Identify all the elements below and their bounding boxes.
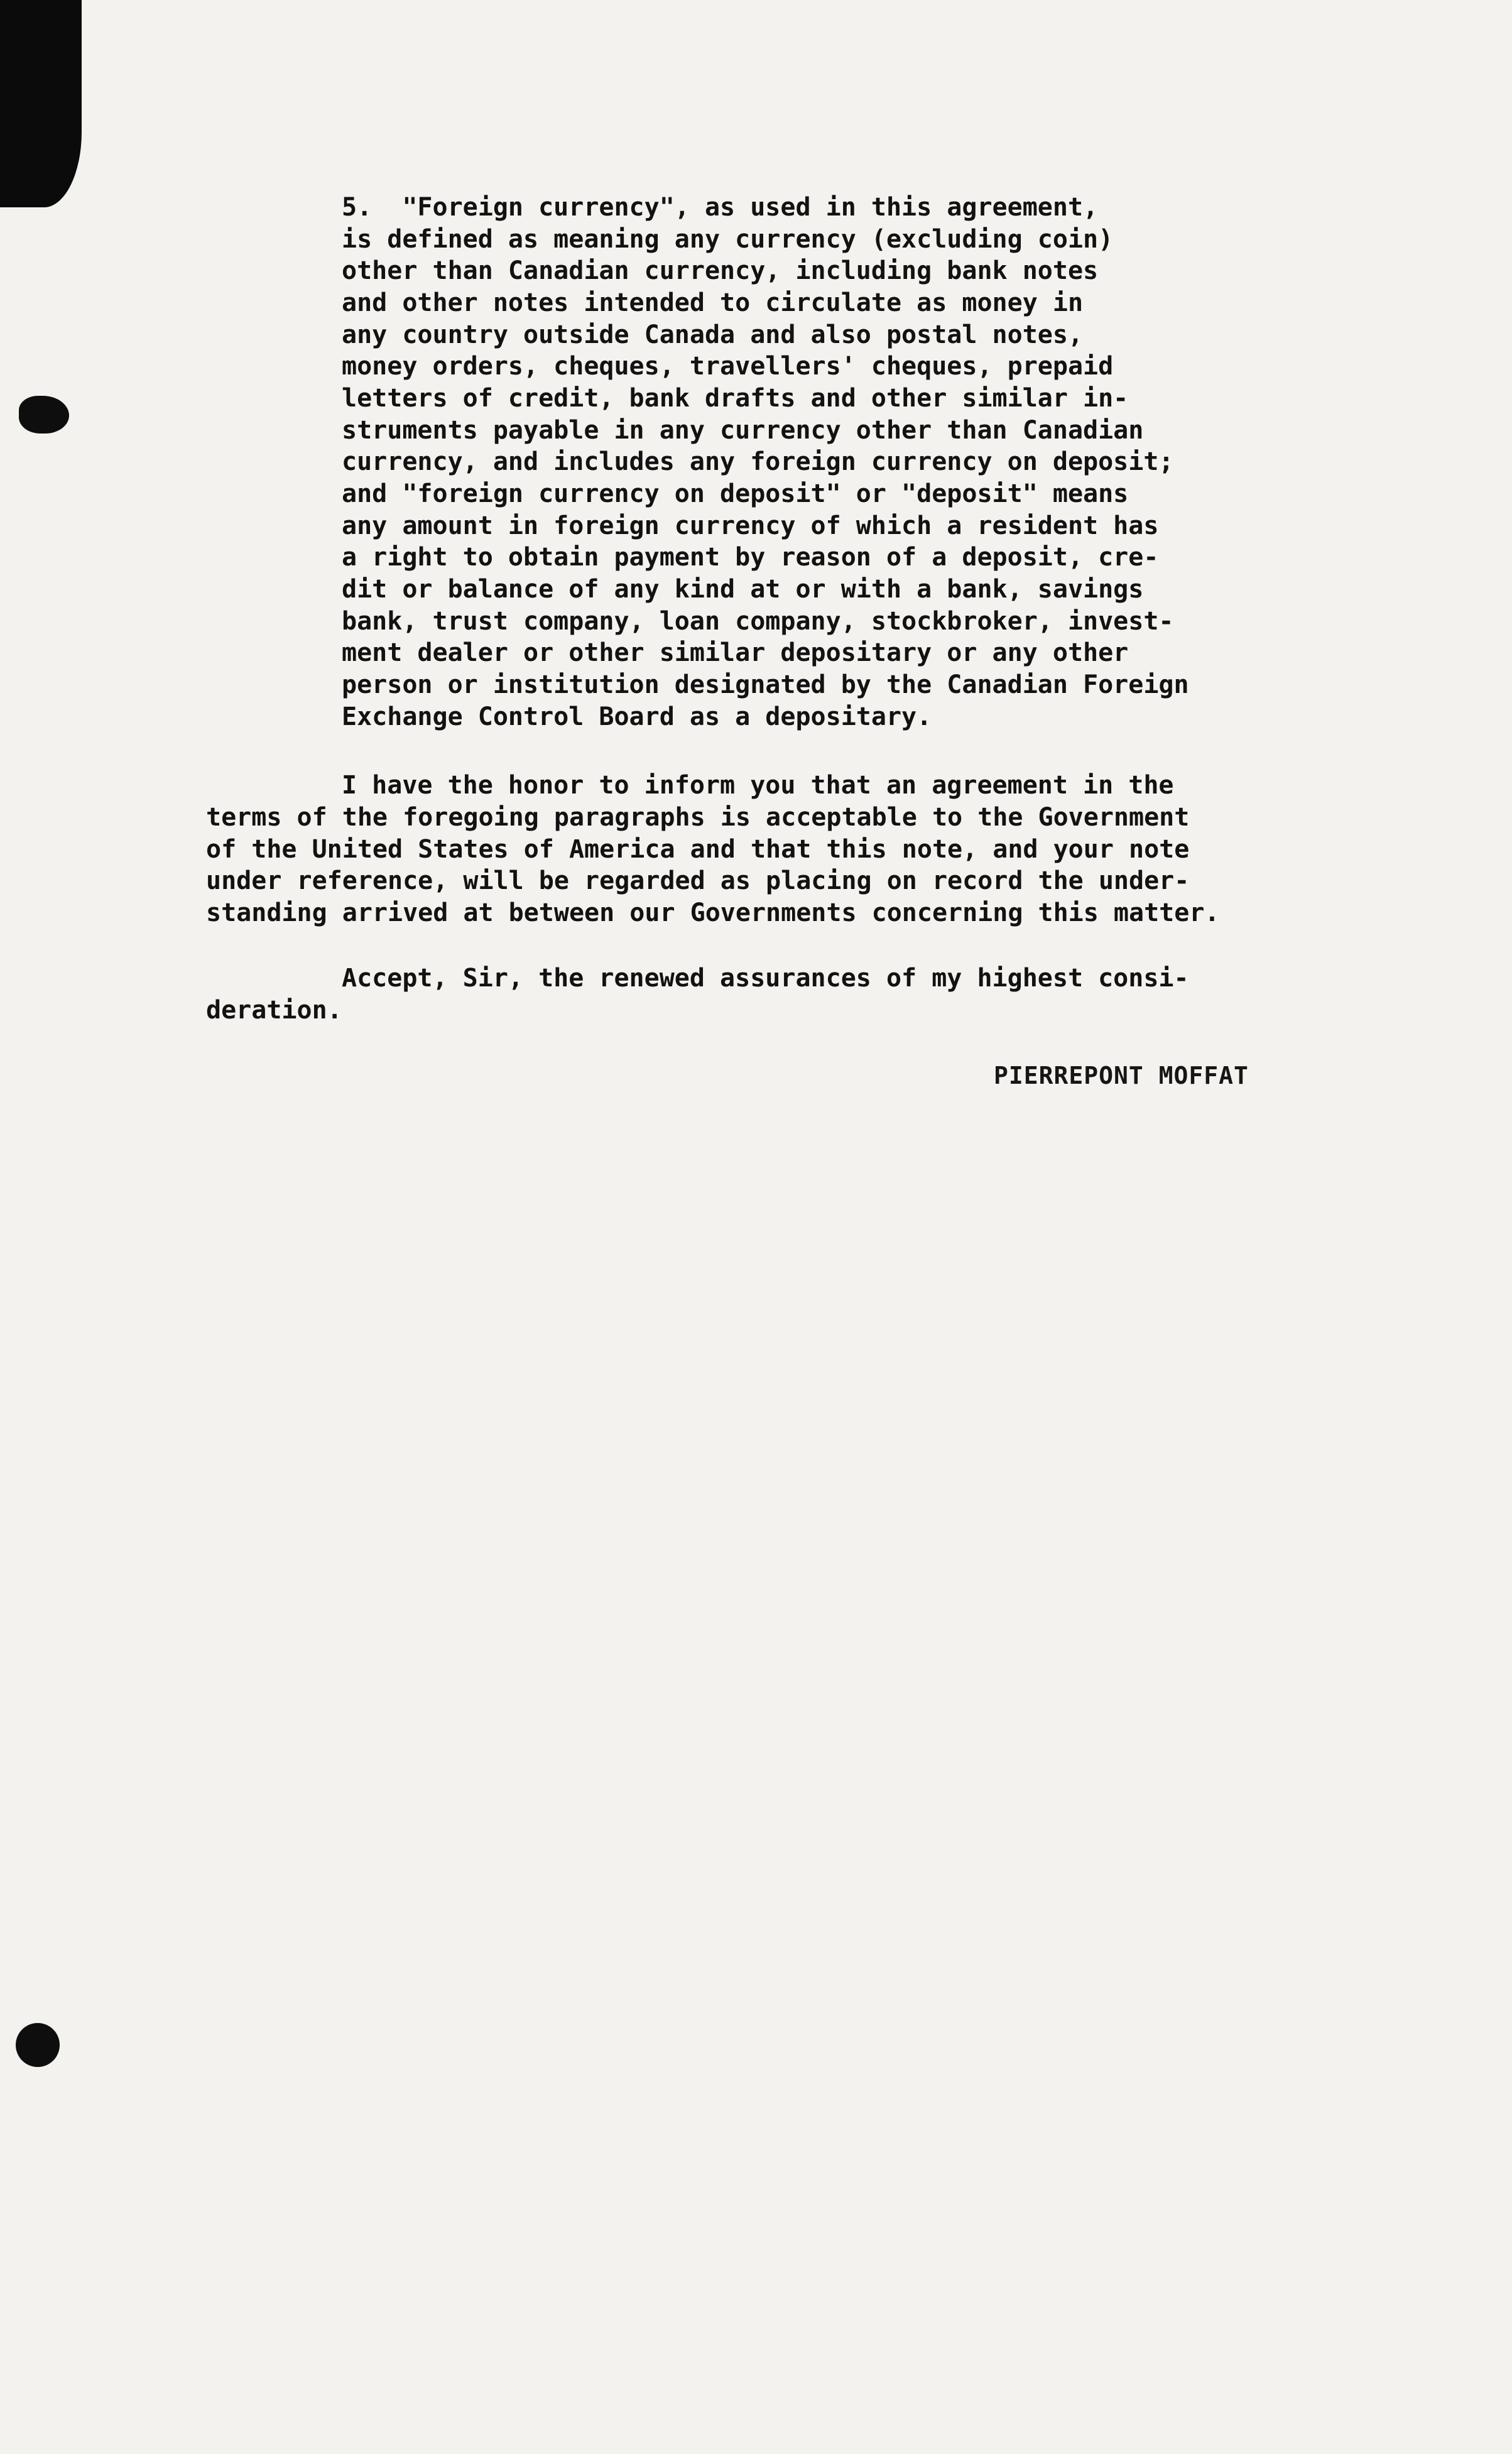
text-line: dit or balance of any kind at or with a bank, savings [342,575,1144,604]
text-line: struments payable in any currency other than Canadian [342,416,1144,445]
text-line: is defined as meaning any currency (excluding coin) [342,225,1114,254]
text-line: other than Canadian currency, including bank notes [342,256,1099,285]
text-line: ment dealer or other similar depositary or any other [342,638,1129,667]
text-line: under reference, will be regarded as placing on record the under- [206,866,1190,895]
text-line: Exchange Control Board as a depositary. [342,702,932,731]
text-line: standing arrived at between our Governments concerning this matter. [206,898,1220,927]
text-line: deration. [206,996,342,1025]
text-line: terms of the foregoing paragraphs is acceptable to the Government [206,803,1190,832]
text-line: money orders, cheques, travellers' cheques, prepaid [342,352,1114,381]
scan-ink-blot [0,0,82,207]
text-line: and "foreign currency on deposit" or "deposit" means [342,479,1129,508]
punch-hole-mark [16,2023,60,2067]
text-line: a right to obtain payment by reason of a deposit, cre- [342,543,1159,572]
text-line: and other notes intended to circulate as money in [342,288,1084,317]
text-line: currency, and includes any foreign currency on deposit; [342,447,1174,476]
text-line: I have the honor to inform you that an agreement in the [342,771,1174,800]
text-line: 5. "Foreign currency", as used in this agreement, [342,193,1099,222]
signature-name: PIERREPONT MOFFAT [994,1062,1249,1089]
text-line: person or institution designated by the Canadian Foreign [342,670,1189,699]
text-line: of the United States of America and that this note, and your note [206,835,1190,864]
text-line: letters of credit, bank drafts and other similar in- [342,384,1129,413]
text-line: Accept, Sir, the renewed assurances of my highest consi- [342,964,1189,993]
punch-hole-mark [19,396,69,434]
text-line: any country outside Canada and also postal notes, [342,320,1084,349]
text-line: any amount in foreign currency of which a resident has [342,511,1159,540]
text-line: bank, trust company, loan company, stockbroker, invest- [342,607,1174,636]
